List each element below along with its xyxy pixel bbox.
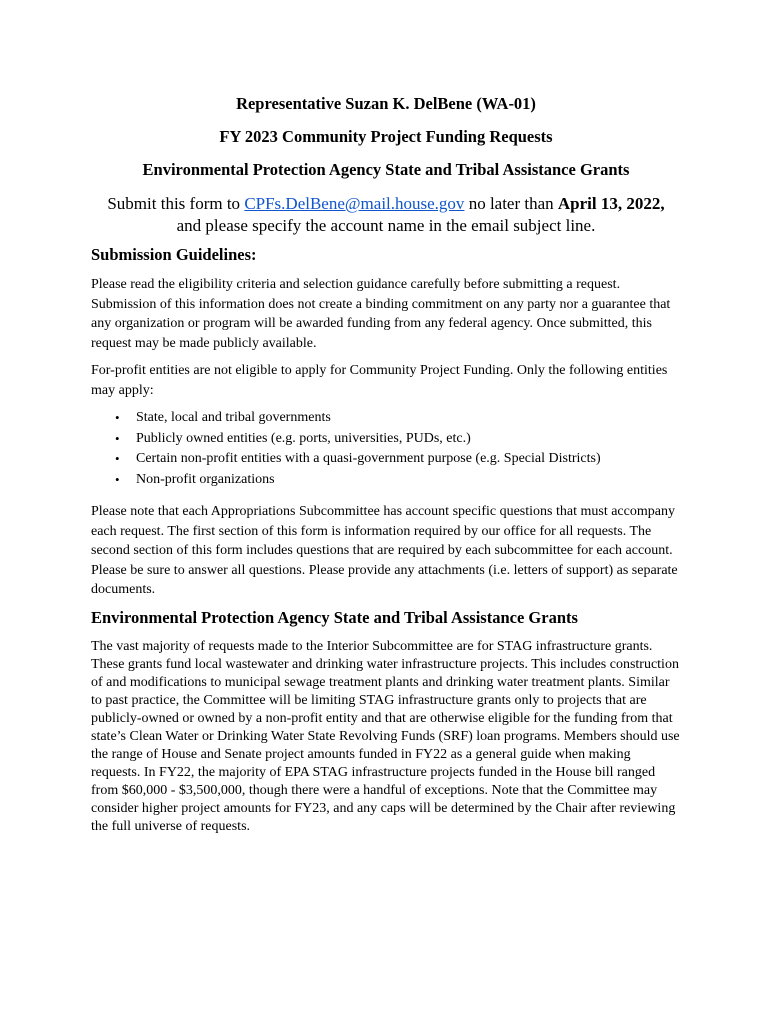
bullet-icon: • [115,410,120,425]
list-item-text: Certain non-profit entities with a quasi-government purpose (e.g. Special Districts) [136,451,601,466]
bullet-icon: • [115,430,120,446]
list-item [115,470,681,491]
eligible-entities-list [91,408,681,490]
fiscal-year-title: FY 2023 Community Project Funding Requests [219,127,553,146]
guidelines-paragraph-2: For-profit entities are not eligible to apply for Community Project Funding. Only the following entities may apply: [91,363,668,398]
guidelines-paragraph-3: Please note that each Appropriations Subcommittee has account specific questions that must accompany each request. The first section of this form is information required by our office for all requests. The second section of this form includes questions that are required by each subcommittee for each account. Please be sure to answer all questions. Please provide any attachments (i.e. letters of support) as separate documents. [91,504,678,597]
submit-suffix: and please specify the account name in the email subject line. [176,216,596,235]
bullet-icon: • [115,471,120,487]
guidelines-paragraph-1: Please read the eligibility criteria and selection guidance carefully before submitting a request. Submission of this information does not create a binding commitment on any party nor a guarantee that any organization or program will be awarded funding from any federal agency. Once submitted, this request may be made publicly available. [91,277,671,351]
stag-section-heading: Environmental Protection Agency State and Tribal Assistance Grants [91,607,578,627]
list-item [115,449,681,470]
submit-deadline: April 13, 2022, [557,194,665,213]
representative-title: Representative Suzan K. DelBene (WA-01) [236,94,536,113]
bullet-icon: • [115,451,120,466]
list-item [115,429,681,450]
email-link[interactable]: CPFs.DelBene@mail.house.gov [244,194,465,213]
submit-middle: no later than [468,194,554,213]
stag-section-paragraph: The vast majority of requests made to the Interior Subcommittee are for STAG infrastructure grants. These grants fund local wastewater and drinking water infrastructure projects. This includes construction of and modifications to municipal sewage treatment plants and drinking water treatment plants. Similar to past practice, the Committee will be limiting STAG infrastructure grants only to projects that are publicly-owned or owned by a non-profit entity and that are otherwise eligible for the funding from that state’s Clean Water or Drinking Water State Revolving Funds (SRF) loan programs. Members should use the range of House and Senate project amounts funded in FY22 as a general guide when making requests. In FY22, the majority of EPA STAG infrastructure projects funded in the House bill ranged from $60,000 - $3,500,000, though there were a handful of exceptions. Note that the Committee may consider higher project amounts for FY23, and any caps will be determined by the Chair after reviewing the full universe of requests. [91,638,680,834]
list-item-text: State, local and tribal governments [136,410,331,425]
submit-prefix: Submit this form to [107,194,241,213]
list-item-text: Publicly owned entities (e.g. ports, universities, PUDs, etc.) [136,430,471,446]
guidelines-heading: Submission Guidelines: [91,245,257,264]
submit-instructions [91,193,681,237]
list-item-text: Non-profit organizations [136,471,275,487]
list-item [115,408,681,429]
agency-title: Environmental Protection Agency State and Tribal Assistance Grants [142,160,630,179]
document-page [91,94,681,836]
